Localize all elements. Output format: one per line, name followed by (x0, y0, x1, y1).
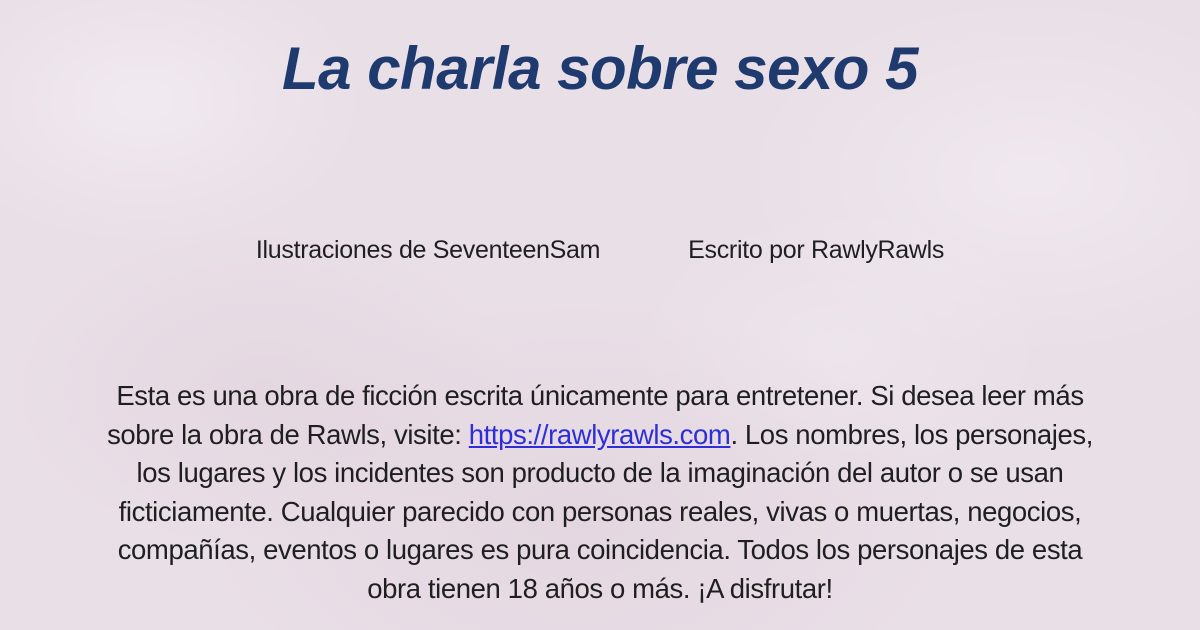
disclaimer-line-2-post: . Los nombres, los personajes, (730, 418, 1093, 450)
disclaimer-line-1: Esta es una obra de ficción escrita únicamente para entretener. Si desea leer más (116, 380, 1084, 411)
disclaimer-line-4: ficticiamente. Cualquier parecido con personas reales, vivas o muertas, negocios, (118, 495, 1082, 527)
rawlyrawls-link[interactable]: https://rawlyrawls.com (468, 418, 731, 450)
disclaimer-line-2-pre: sobre la obra de Rawls, visite: (107, 418, 469, 450)
disclaimer-paragraph (0, 377, 1200, 608)
credit-author: Escrito por RawlyRawls (688, 236, 945, 264)
disclaimer-line-5: compañías, eventos o lugares es pura coincidencia. Todos los personajes de esta (117, 534, 1083, 565)
disclaimer-line-3: los lugares y los incidentes son producto de la imaginación del autor o se usan (136, 457, 1064, 488)
disclaimer-line-2 (0, 416, 1200, 455)
credits-row (0, 236, 1200, 265)
disclaimer-line-6: obra tienen 18 años o más. ¡A disfrutar! (367, 572, 833, 604)
credit-illustrations: Ilustraciones de SeventeenSam (255, 236, 601, 264)
page-title: La charla sobre sexo 5 (282, 35, 918, 102)
